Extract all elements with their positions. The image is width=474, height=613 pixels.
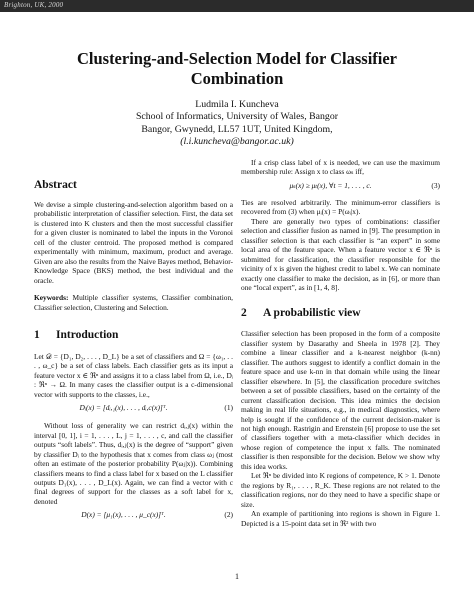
equation-2-number: (2) [224,510,233,520]
intro-section-title: Introduction [56,328,119,341]
keywords [34,293,233,312]
affiliation-1: School of Informatics, University of Wales, Bangor [135,111,338,123]
author-block [0,99,474,148]
left-column [34,178,233,524]
equation-3-number: (3) [431,180,440,190]
ties-paragraph: Ties are resolved arbitrarily. The minimum-error classifiers is recovered from (3) when μᵢ(x) = P(ωᵢ|x). [241,197,440,217]
probabilistic-view-heading [241,306,440,320]
prob-paragraph-3: An example of partitioning into regions is shown in Figure 1. Depicted is a 15-point data set in ℜ² with two [241,509,440,528]
author-email: (l.i.kuncheva@bangor.ac.uk) [180,135,294,147]
equation-1 [34,403,233,417]
equation-3 [241,181,440,195]
right-column [241,158,440,528]
equation-1-body: Dᵢ(x) = [dᵢ,₁(x), . . . , dᵢ,c(x)]ᵀ. [79,403,168,413]
paper-title-line2: Combination [190,69,284,88]
keywords-label: Keywords: [34,293,69,303]
prob-paragraph-2: Let ℜⁿ be divided into K regions of competence, K > 1. Denote the regions by R₁, . . . , R_K. These regions are not related to the classification regions, nor do they need to have a specific shape or size. [241,471,440,509]
intro-heading [34,328,233,342]
crisp-label-paragraph: If a crisp class label of x is needed, we can use the maximum membership rule: Assign x to class ωₛ iff, [241,158,440,177]
prob-section-title: A probabilistic view [263,307,361,320]
abstract-heading: Abstract [34,179,77,191]
page-number: 1 [235,572,239,581]
author-name: Ludmila I. Kuncheva [195,99,279,110]
running-head: Brighton, UK, 2000 [4,1,64,9]
prob-section-number: 2 [241,307,247,320]
equation-2-body: D(x) = [μ₁(x), . . . , μ_c(x)]ᵀ. [81,510,166,520]
affiliation-2: Bangor, Gwynedd, LL57 1UT, United Kingdom, [141,123,333,135]
title-block [0,49,474,89]
keywords-text: Multiple classifier systems, Classifier combination, Classifier selection, Clustering and Selection. [34,293,233,312]
equation-3-body: μₛ(x) ≥ μₜ(x), ∀t = 1, . . . , c. [289,180,372,190]
running-head-strip [0,0,474,12]
intro-paragraph-1: Let 𝒟 = {D₁, D₂, . . . , D_L} be a set of classifiers and Ω = {ω₁, . . . , ω_c} be a set of class labels. Each classifier gets as its input a feature vector x ∈ ℜⁿ and assigns it to a class label from Ω, i.e., Dᵢ : ℜⁿ → Ω. In many cases the classifier output is a c-dimensional vector with supports to the classes, i.e., [34,351,233,399]
equation-1-number: (1) [224,403,233,413]
equation-2 [34,510,233,524]
intro-paragraph-2: Without loss of generality we can restrict dᵢ,ⱼ(x) within the interval [0, 1], i = 1, . . . , L, j = 1, . . . , c, and call the classifier outputs “soft labels”. Thus, dᵢ,ⱼ(x) is the degree of “support” given by classifier Dᵢ to the hypothesis that x comes from class ωⱼ (most often an estimate of the posterior probability P(ωⱼ|x)). Combining classifiers means to find a class label for x based on the L classifier outputs D₁(x), . . . , D_L(x). Again, we can find a vector with c final degrees of support for the classes as a soft label for x, denoted [34,421,233,506]
intro-section-number: 1 [34,328,40,341]
prob-paragraph-1: Classifier selection has been proposed in the form of a composite classifier system by Dasarathy and Sheela in 1978 [2]. They combine a linear classifier and a k-nearest neighbor (k-nn) classifier. The authors suggest to identify a conflict domain in the feature space and use k-nn in that domain while using the linear classifier elsewhere. In [5], the classification procedure switches between a set of possible classifiers, based on the certainty of the current classification decision. This idea mimics the decision making in real life situations, e.g., in medical diagnostics, where help is sought if the confidence of the current decision-maker is not high enough. Rastrigin and Erenstein [6] propose to use the set of classifiers together with a meta-classifier which decides in whose region of competence the input x falls. The nominated classifier is then responsible for the decision. Below we show why this idea works. [241,329,440,471]
paper-title-line1: Clustering-and-Selection Model for Classifier [76,49,398,68]
combination-types-paragraph: There are generally two types of combinations: classifier selection and classifier fusion as named in [9]. The presumption in classifier selection is that each classifier is “an expert” in some local area of the feature space. When a feature vector x ∈ ℜⁿ is submitted for classification, the classifier responsible for the vicinity of x is given the highest credit to label x. We can nominate exactly one classifier to make the decision, as in [6], or more than one “local expert”, as in [1, 4, 8]. [241,216,440,292]
abstract-text: We devise a simple clustering-and-selection algorithm based on a probabilistic interpretation of classifier selection. First, the data set is clustered into K clusters and then the most successful classifier for a given cluster is nominated to label the inputs in the Voronoi cell of the cluster centroid. The proposed method is compared experimentally with minimum, maximum, product and average. Given are also the results from the Naive Bayes method, Behavior-Knowledge Space (BKS) method, the best individual and the oracle. [34,200,233,285]
